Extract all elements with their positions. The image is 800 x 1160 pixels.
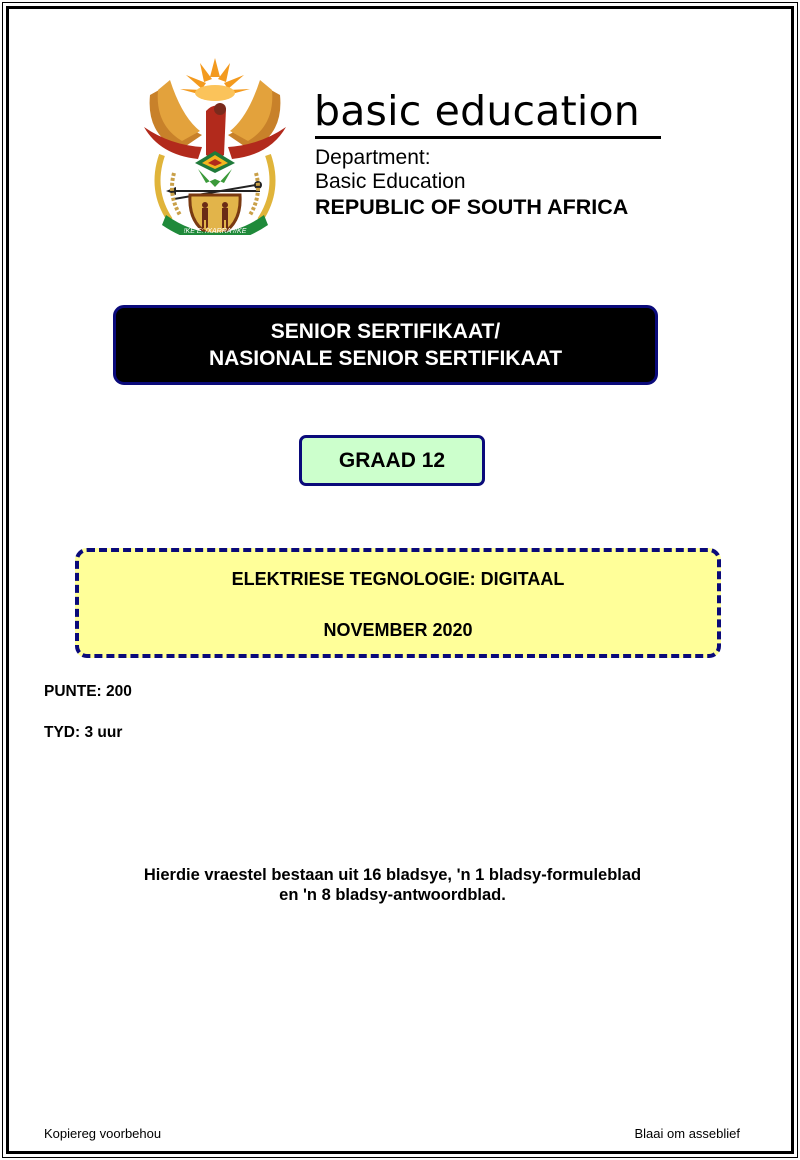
brand-title: basic education: [314, 87, 640, 135]
brand-underline: [315, 136, 661, 139]
total-marks: PUNTE: 200: [44, 683, 132, 700]
note-line-2: en 'n 8 bladsy-antwoordblad.: [279, 886, 506, 904]
country-name: REPUBLIC OF SOUTH AFRICA: [315, 195, 629, 219]
grade-label: GRAAD 12: [338, 448, 446, 472]
grade-badge: [299, 435, 485, 486]
copyright-notice: Kopiereg voorbehou: [44, 1126, 162, 1141]
turn-over-notice: Blaai om asseblief: [634, 1126, 740, 1141]
certificate-line-2: NASIONALE SENIOR SERTIFIKAAT: [208, 347, 563, 370]
exam-date: NOVEMBER 2020: [323, 620, 473, 640]
certificate-banner: [113, 305, 658, 385]
svg-text:!KE E: /XARRA //KE: !KE E: /XARRA //KE: [183, 228, 247, 235]
subject-panel: [75, 548, 721, 658]
department-name: Basic Education: [315, 170, 466, 193]
header: [140, 55, 670, 235]
exam-duration: TYD: 3 uur: [44, 724, 123, 741]
subject-name: ELEKTRIESE TEGNOLOGIE: DIGITAAL: [231, 569, 565, 589]
department-label: Department:: [315, 146, 431, 169]
note-line-1: Hierdie vraestel bestaan uit 16 bladsye, 'n 1 bladsy-formuleblad: [143, 866, 642, 884]
coat-of-arms-icon: [140, 55, 290, 235]
page-count-note: [100, 865, 685, 905]
certificate-line-1: SENIOR SERTIFIKAAT/: [270, 320, 501, 343]
